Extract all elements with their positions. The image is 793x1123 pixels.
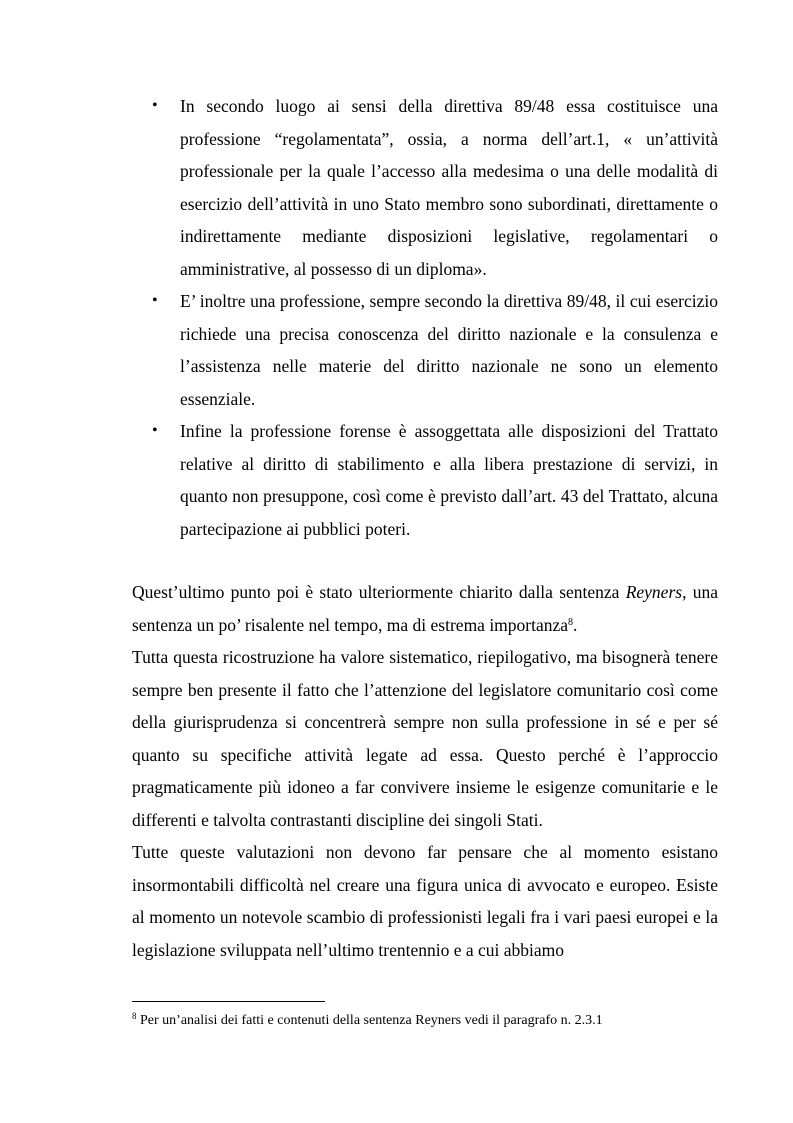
bullet-text: Infine la professione forense è assoggettata alle disposizioni del Trattato relative al diritto di stabilimento e alla libera prestazione di servizi, in quanto non presuppone, così come è previsto dall’art. 43 del Trattato, alcuna partecipazione ai pubblici poteri.	[180, 421, 718, 539]
bullet-text: In secondo luogo ai sensi della direttiva 89/48 essa costituisce una professione “regolamentata”, ossia, a norma dell’art.1, « un’attività professionale per la quale l’accesso alla medesima o una delle modalità di esercizio dell’attività in uno Stato membro sono subordinati, direttamente o indirettamente mediante disposizioni legislative, regolamentari o amministrative, al possesso di un diploma».	[180, 96, 718, 279]
footnote	[132, 1011, 718, 1031]
bullet-icon: •	[152, 422, 158, 439]
footnote-text: Per un’analisi dei fatti e contenuti della sentenza Reyners vedi il paragrafo n. 2.3.1	[136, 1013, 603, 1028]
paragraph-valutazioni: Tutte queste valutazioni non devono far pensare che al momento esistano insormontabili difficoltà nel creare una figura unica di avvocato e europeo. Esiste al momento un notevole scambio di professionisti legali fra i vari paesi europei e la legislazione sviluppata nell’ultimo trentennio e a cui abbiamo	[132, 842, 718, 960]
footnote-number: 8	[132, 1011, 137, 1021]
case-name: Reyners	[625, 582, 683, 602]
bullet-icon: •	[152, 97, 158, 114]
bullet-item	[152, 415, 718, 545]
bullet-list	[152, 90, 718, 545]
footnote-separator	[132, 1001, 325, 1002]
bullet-item	[152, 285, 718, 415]
bullet-item	[152, 90, 718, 285]
footnote-reference[interactable]: 8	[568, 616, 574, 628]
paragraph-reyners: Quest’ultimo punto poi è stato ulteriormente chiarito dalla sentenza Reyners, una sentenza un po’ risalente nel tempo, ma di estrema importanza$^8$.	[132, 582, 718, 635]
bullet-icon: •	[152, 292, 158, 309]
paragraph-ricostruzione: Tutta questa ricostruzione ha valore sistematico, riepilogativo, ma bisognerà tenere sempre ben presente il fatto che l’attenzione del legislatore comunitario così come della giurisprudenza si concentrerà sempre non sulla professione in sé e per sé quanto su specifiche attività legate ad essa. Questo perché è l’approccio pragmaticamente più idoneo a far convivere insieme le esigenze comunitarie e le differenti e talvolta contrastanti discipline dei singoli Stati.	[132, 647, 718, 830]
bullet-text: E’ inoltre una professione, sempre secondo la direttiva 89/48, il cui esercizio richiede una precisa conoscenza del diritto nazionale e la consulenza e l’assistenza nelle materie del diritto nazionale ne sono un elemento essenziale.	[180, 291, 718, 409]
body-text	[132, 576, 718, 966]
